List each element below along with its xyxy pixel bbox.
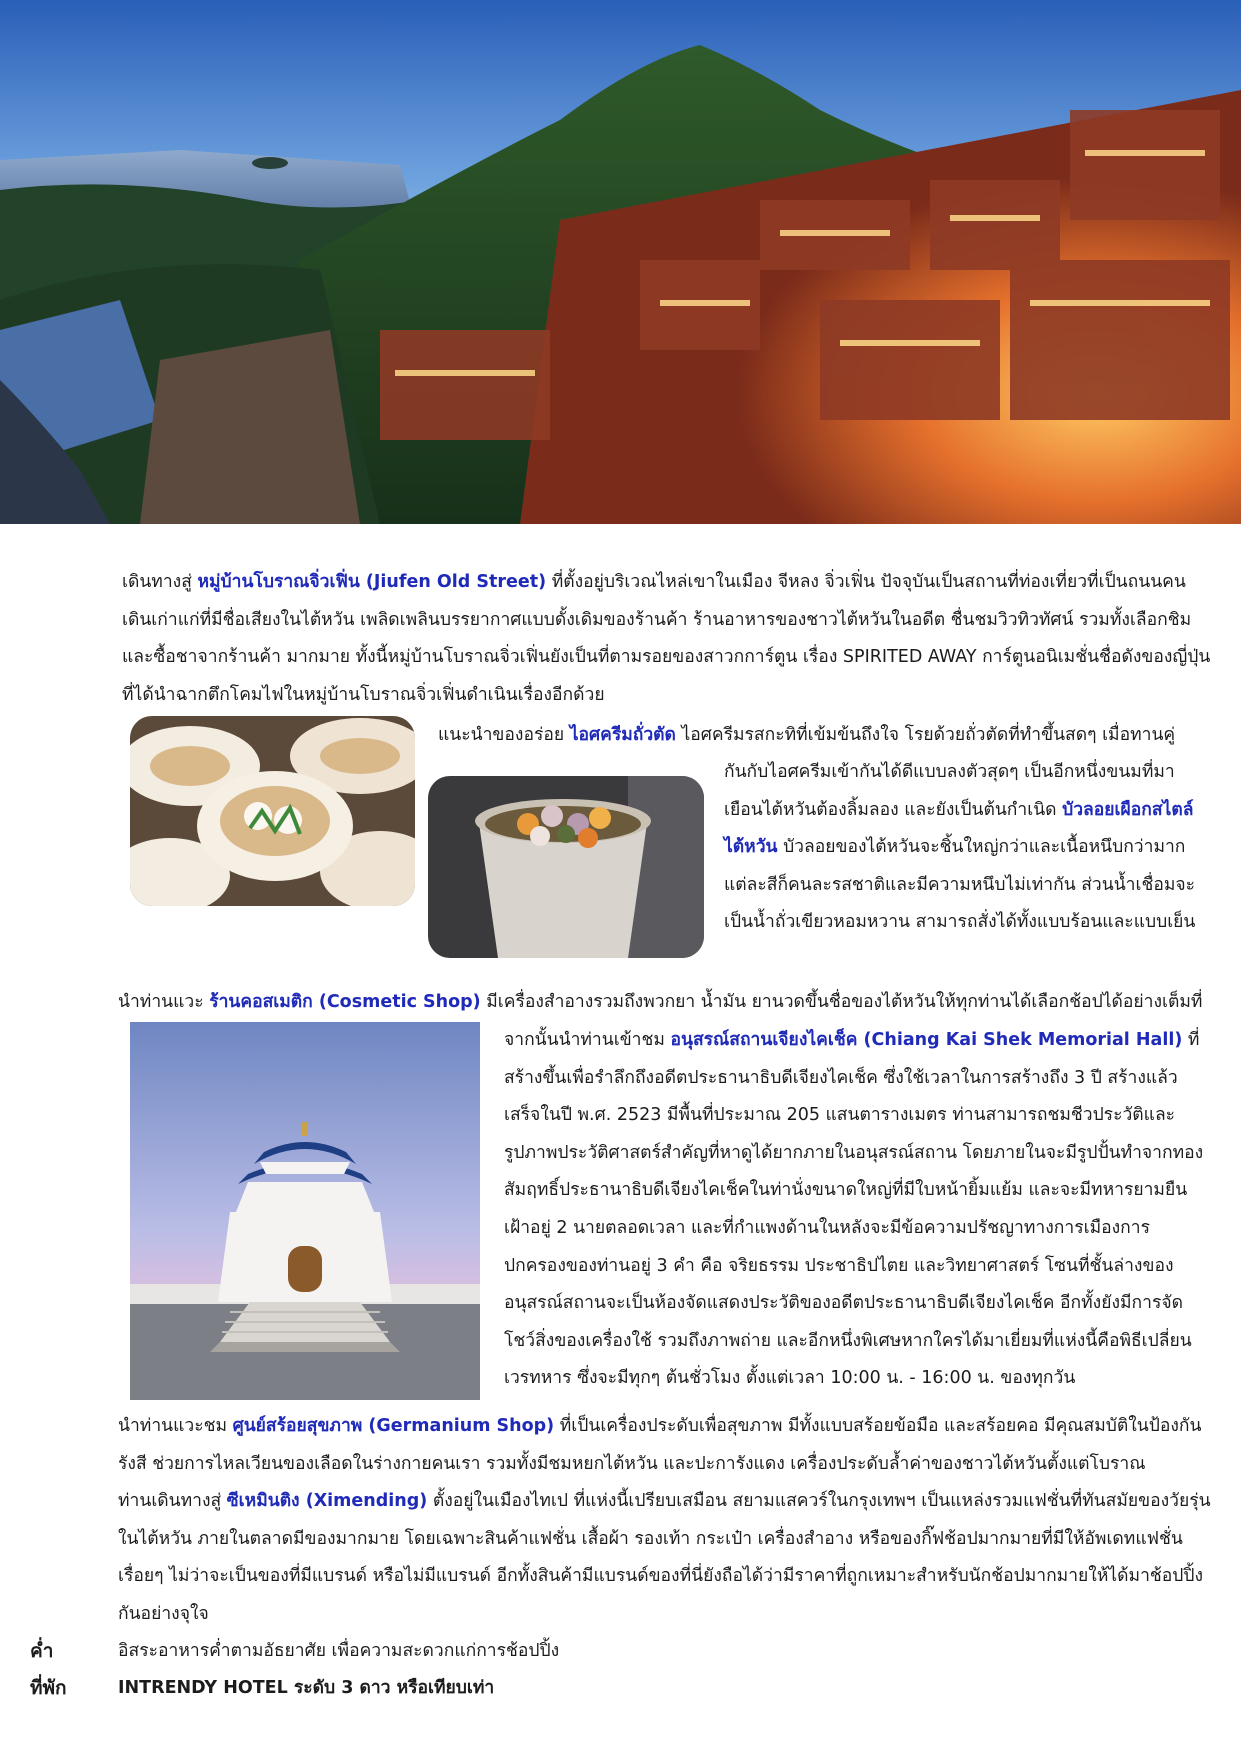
ximending-link: ซีเหมินติง (Ximending) — [226, 1491, 428, 1511]
jiufen-old-street-link: หมู่บ้านโบราณจิ่วเฟิ่น (Jiufen Old Street) — [197, 572, 547, 592]
jiufen-pre: เดินทางสู่ — [122, 572, 198, 592]
dinner-text: อิสระอาหารค่ำตามอัธยาศัย เพื่อความสะดวกแก่การช้อปปิ้ง — [118, 1641, 560, 1661]
hero-jiufen-photo — [0, 0, 1241, 524]
cosmetic-shop-link: ร้านคอสเมติก (Cosmetic Shop) — [209, 992, 481, 1012]
ximending-post: ตั้งอยู่ในเมืองไทเป ที่แห่งนี้เปรียบเสมือน สยามแสควร์ในกรุงเทพฯ เป็นแหล่งรวมแฟชั่นที่ทันสมัยของวัยรุ่นในไต้หวัน ภายในตลาดมีของมากมาย โดยเฉพาะสินค้าแฟชั่น เสื้อผ้า รองเท้า กระเป๋า เครื่องสำอาง หรือของกิ๊ฟช้อปมากมายที่มีให้อัพเดทแฟชั่นเรื่อยๆ ไม่ว่าจะเป็นของที่มีแบรนด์ หรือไม่มีแบรนด์ อีกทั้งสินค้ามีแบรนด์ของที่นี่ยังถือได้ว่ามีราคาที่ถูกเหมาะสำหรับนักช้อปมากมายให้ได้มาช้อปปิ้งกันอย่างจุใจ — [118, 1491, 1211, 1624]
dessert-column — [724, 754, 1200, 942]
hotel-label: ที่พัก — [30, 1677, 67, 1699]
cosmetic-post: มีเครื่องสำอางรวมถึงพวกยา น้ำมัน ยานวดขึ้นชื่อของไต้หวันให้ทุกท่านได้เลือกช้อปได้อย่างเต็มที่ — [480, 992, 1203, 1012]
cosmetic-pre: นำท่านแวะ — [118, 992, 210, 1012]
dessert-post: บัวลอยของไต้หวันจะชิ้นใหญ่กว่าและเนื้อหนึบกว่ามาก แต่ละสีก็คนละรสชาติและมีความหนึบไม่เท่ากัน ส่วนน้ำเชื่อมจะเป็นน้ำถั่วเขียวหอมหวาน สามารถสั่งได้ทั้งแบบร้อนและแบบเย็น — [724, 837, 1196, 933]
peanut-ice-cream-photo — [130, 716, 415, 906]
taro-balls-cup-photo — [428, 776, 704, 958]
dinner-label: ค่ำ — [30, 1640, 54, 1662]
ximending-paragraph — [118, 1483, 1212, 1633]
peanut-ice-cream-link: ไอศครีมถั่วตัด — [569, 725, 676, 745]
memorial-post: ที่สร้างขึ้นเพื่อรำลึกถึงอดีตประธานาธิบดีเจียงไคเช็ค ซึ่งใช้เวลาในการสร้างถึง 3 ปี สร้างแล้วเสร็จในปี พ.ศ. 2523 มีพื้นที่ประมาณ 205 แสนตารางเมตร ท่านสามารถชมชีวประวัติและรูปภาพประวัติศาสตร์สำคัญที่หาดูได้ยากภายในอนุสรณ์สถาน โดยภายในจะมีรูปปั้นทำจากทองสัมฤทธิ์ประธานาธิบดีเจียงไคเช็คในท่านั่งขนาดใหญ่ที่มีใบหน้ายิ้มแย้ม และจะมีทหารยามยืนเฝ้าอยู่ 2 นายตลอดเวลา และที่กำแพงด้านในหลังจะมีข้อความปรัชญาทางการเมืองการปกครองของท่านอยู่ 3 คำ คือ จริยธรรม ประชาธิปไตย และวิทยาศาสตร์ โซนที่ชั้นล่างของอนุสรณ์สถานจะเป็นห้องจัดแสดงประวัติของอดีตประธานาธิบดีเจียงไคเช็ค อีกทั้งยังมีการจัดโชว์สิ่งของเครื่องใช้ รวมถึงภาพถ่าย และอีกหนึ่งพิเศษหากใครได้มาเยี่ยมที่แห่งนี้คือพิธีเปลี่ยนเวรทหาร ซึ่งจะมีทุกๆ ต้นชั่วโมง ตั้งแต่เวลา 10:00 น. - 16:00 น. ของทุกวัน — [504, 1030, 1204, 1389]
memorial-pre: จากนั้นนำท่านเข้าชม — [504, 1030, 671, 1050]
jiufen-paragraph — [122, 564, 1212, 714]
germanium-paragraph — [118, 1408, 1212, 1483]
dessert-column-text: กันกับไอศครีมเข้ากันได้ดีแบบลงตัวสุดๆ เป็นอีกหนึ่งขนมที่มาเยือนไต้หวันต้องลิ้มลอง และยังเป็นต้นกำเนิด — [724, 762, 1175, 820]
dessert-pre: แนะนำของอร่อย — [438, 725, 570, 745]
memorial-hall-photo — [130, 1022, 480, 1400]
dessert-line1-tail: ไอศครีมรสกะทิที่เข้มข้นถึงใจ โรยด้วยถั่วตัดที่ทำขึ้นสดๆ เมื่อทานคู่ — [675, 725, 1176, 745]
taro-balls-link: บัวลอยเผือกสไตล์ไต้หวัน — [724, 799, 1194, 858]
memorial-paragraph — [504, 1022, 1206, 1398]
chiang-kai-shek-memorial-link: อนุสรณ์สถานเจียงไคเช็ค (Chiang Kai Shek Memorial Hall) — [670, 1030, 1183, 1050]
jiufen-post: ที่ตั้งอยู่บริเวณไหล่เขาในเมือง จีหลง จิ่วเฟิ่น ปัจจุบันเป็นสถานที่ท่องเที่ยวที่เป็นถนนคนเดินเก่าแก่ที่มีชื่อเสียงในไต้หวัน เพลิดเพลินบรรยากาศแบบดั้งเดิมของร้านค้า ร้านอาหารของชาวไต้หวันในอดีต ชื่นชมวิวทิวทัศน์ รวมทั้งเลือกชิมและซื้อชาจากร้านค้า มากมาย ทั้งนี้หมู่บ้านโบราณจิ่วเฟิ่นยังเป็นที่ตามรอยของสาวกการ์ตูน เรื่อง SPIRITED AWAY การ์ตูนอนิเมชั่นชื่อดังของญี่ปุ่น ที่ได้นำฉากตึกโคมไฟในหมู่บ้านโบราณจิ่วเฟิ่นดำเนินเรื่องอีกด้วย — [122, 572, 1211, 705]
hotel-text: INTRENDY HOTEL ระดับ 3 ดาว หรือเทียบเท่า — [118, 1678, 495, 1698]
dessert-line-1 — [438, 717, 1208, 755]
ximending-pre: ท่านเดินทางสู่ — [118, 1491, 227, 1511]
germanium-pre: นำท่านแวะชม — [118, 1416, 233, 1436]
germanium-post: ที่เป็นเครื่องประดับเพื่อสุขภาพ มีทั้งแบบสร้อยข้อมือ และสร้อยคอ มีคุณสมบัติในป้องกันรังสี ช่วยการไหลเวียนของเลือดในร่างกายคนเรา รวมทั้งมีชมหยกไต้หวัน และปะการังแดง เครื่องประดับล้ำค่าของชาวไต้หวันตั้งแต่โบราณ — [118, 1416, 1202, 1474]
cosmetic-paragraph — [118, 984, 1218, 1022]
germanium-shop-link: ศูนย์สร้อยสุขภาพ (Germanium Shop) — [232, 1416, 555, 1436]
